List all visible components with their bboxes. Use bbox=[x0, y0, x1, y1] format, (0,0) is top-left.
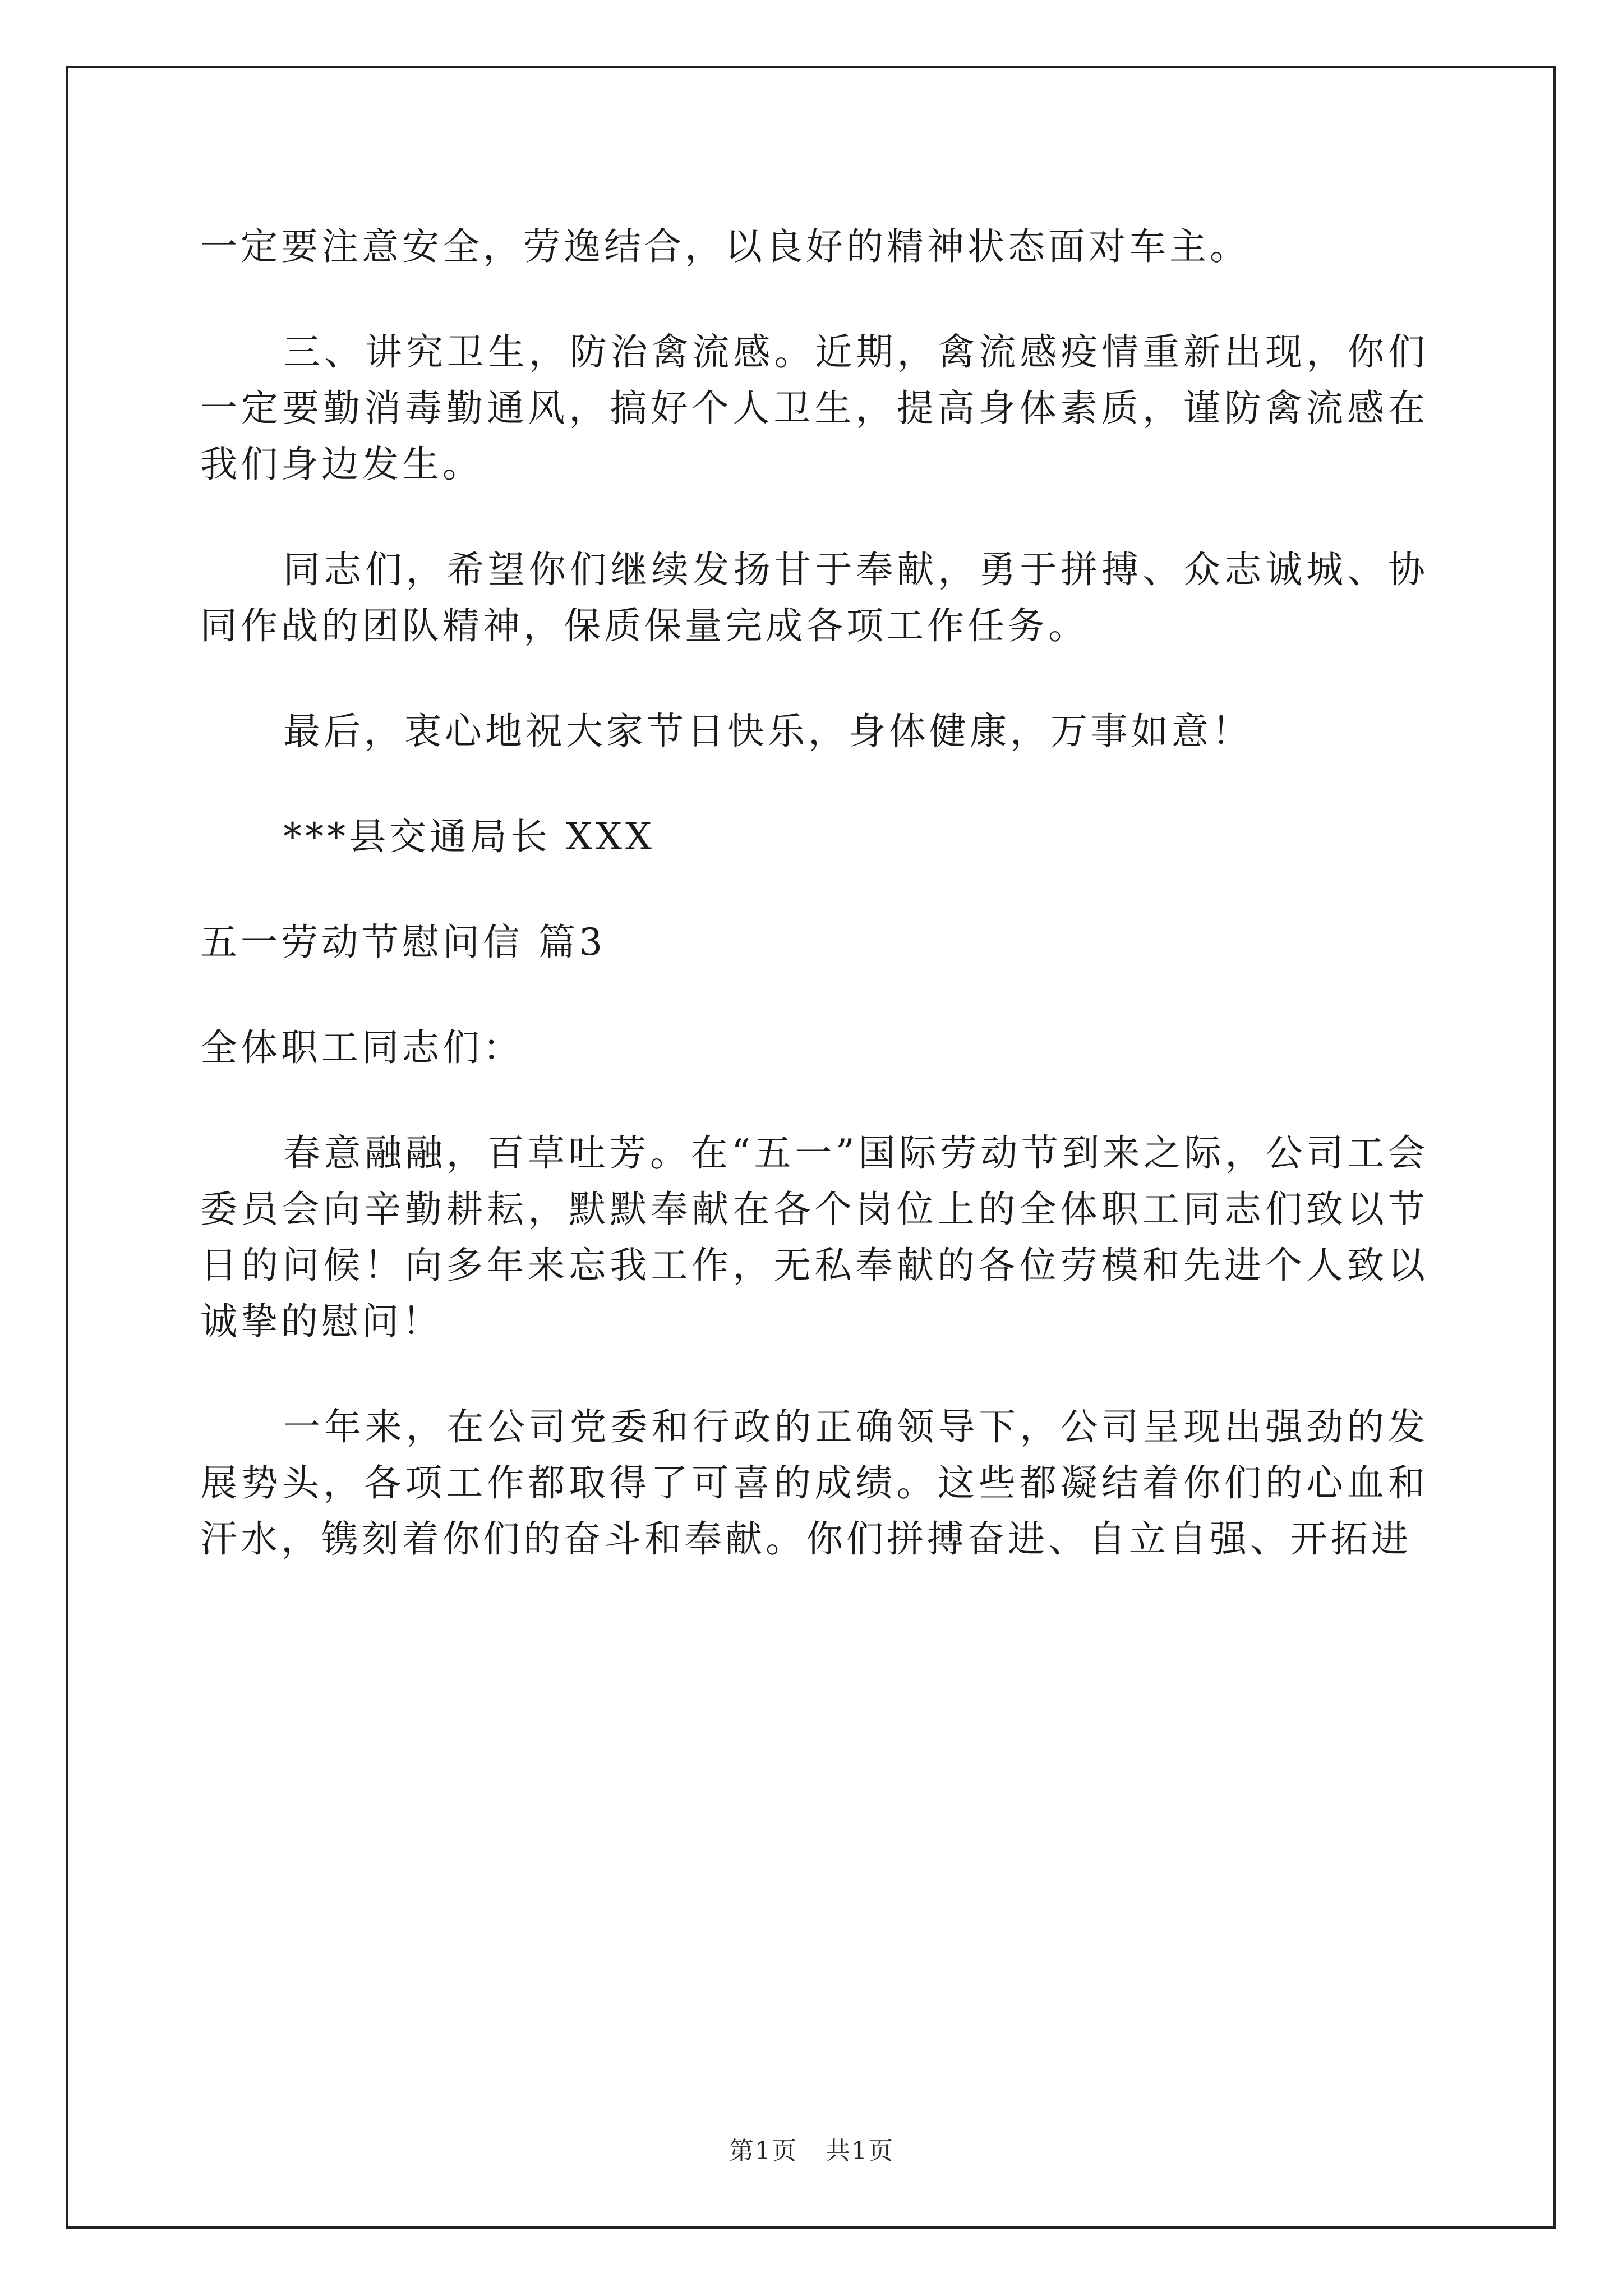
paragraph-closing-wishes: 最后，衷心地祝大家节日快乐，身体健康，万事如意！ bbox=[283, 710, 1252, 753]
page-footer bbox=[0, 2134, 1623, 2168]
page-number-total: 共1页 bbox=[826, 2137, 894, 2165]
paragraph-safety-continuation: 一定要注意安全，劳逸结合，以良好的精神状态面对车主。 bbox=[200, 225, 1250, 268]
signature-line: ***县交通局长 XXX bbox=[283, 815, 655, 858]
paragraph-team-spirit: 同志们，希望你们继续发扬甘于奉献，勇于拼搏、众志诚城、协同作战的团队精神，保质保量完成各项工作任务。 bbox=[200, 548, 1428, 647]
paragraph-greeting: 春意融融，百草吐芳。在“五一”国际劳动节到来之际，公司工会委员会向辛勤耕耘，默默奉献在各个岗位上的全体职工同志们致以节日的问候！向多年来忘我工作，无私奉献的各位劳模和先进个人致以诚挚的慰问！ bbox=[200, 1131, 1428, 1343]
salutation: 全体职工同志们： bbox=[200, 1026, 523, 1069]
paragraph-achievements: 一年来，在公司党委和行政的正确领导下，公司呈现出强劲的发展势头，各项工作都取得了可喜的成绩。这些都凝结着你们的心血和汗水，镌刻着你们的奋斗和奉献。你们拼搏奋进、自立自强、开拓进 bbox=[200, 1405, 1428, 1561]
page-number-current: 第1页 bbox=[729, 2137, 797, 2165]
paragraph-hygiene: 三、讲究卫生，防治禽流感。近期，禽流感疫情重新出现，你们一定要勤消毒勤通风，搞好个人卫生，提高身体素质，谨防禽流感在我们身边发生。 bbox=[200, 330, 1428, 486]
document-body bbox=[200, 219, 1428, 1617]
section-heading: 五一劳动节慰问信 篇3 bbox=[200, 921, 606, 964]
